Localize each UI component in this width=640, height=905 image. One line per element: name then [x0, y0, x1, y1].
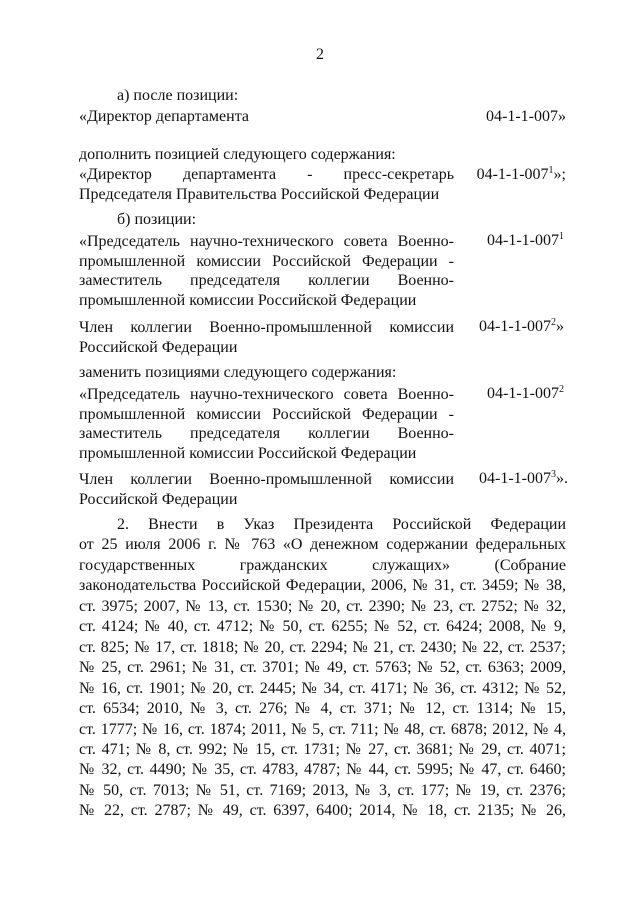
paragraph-line: ст. 3975; 2007, № 13, ст. 1530; № 20, ст. 2390; № 23, ст. 2752; № 32, — [79, 597, 566, 615]
page-number: 2 — [316, 46, 324, 63]
replace-intro: заменить позициями следующего содержания: — [79, 364, 397, 381]
position-name: «Председатель научно-технического совета Военно-промышленной комиссии Российской Федерации - заместитель председателя коллегии Военно-промышленной комиссии Российской Федерации — [79, 233, 454, 309]
paragraph-line: ст. 6534; 2010, № 3, ст. 276; № 4, ст. 371; № 12, ст. 1314; № 15, — [79, 700, 566, 718]
new-position-line-1 — [79, 166, 566, 184]
code-tail: »; — [553, 166, 566, 183]
position-name: «Директор департамента — [79, 108, 249, 125]
code-tail: » — [555, 318, 564, 335]
item-a-label: а) после позиции: — [117, 87, 239, 104]
code-superscript: 2 — [550, 317, 556, 328]
paragraph-line: № 25, ст. 2961; № 31, ст. 3701; № 49, ст. 5763; № 52, ст. 6363; 2009, — [79, 659, 566, 677]
code-superscript: 1 — [558, 231, 564, 242]
paragraph-line: 2. Внести в Указ Президента Российской Федерации — [117, 516, 566, 533]
position-code — [487, 232, 564, 250]
paragraph-line: № 32, ст. 4490; № 35, ст. 4783, 4787; № 44, ст. 5995; № 47, ст. 6460; — [79, 761, 566, 779]
paragraph-line: ст. 4124; № 40, ст. 4712; № 50, ст. 6255; № 52, ст. 6424; 2008, № 9, — [79, 618, 566, 636]
paragraph-line: ст. 1777; № 16, ст. 1874; 2011, № 5, ст. 711; № 48, ст. 6878; 2012, № 4, — [79, 720, 566, 738]
supplement-intro: дополнить позицией следующего содержания: — [79, 146, 396, 163]
code-superscript: 3 — [550, 469, 556, 480]
code-text: 04-1-1-007 — [479, 318, 551, 335]
position-name: Член коллегии Военно-промышленной комиссии Российской Федерации — [79, 319, 454, 356]
position-name: Член коллегии Военно-промышленной комиссии Российской Федерации — [79, 471, 454, 508]
paragraph-line: ст. 471; № 8, ст. 992; № 15, ст. 1731; № 27, ст. 3681; № 29, ст. 4071; — [79, 740, 566, 758]
position-name: «Председатель научно-технического совета Военно-промышленной комиссии Российской Федерации - заместитель председателя коллегии Военно-промышленной комиссии Российской Федерации — [79, 386, 454, 462]
new-position-name-line-2: Председателя Правительства Российской Федерации — [79, 186, 440, 203]
code-text: 04-1-1-007 — [476, 166, 549, 183]
code-text: 04-1-1-007 — [479, 470, 551, 487]
paragraph-line: № 16, ст. 1901; № 20, ст. 2445; № 34, ст. 4171; № 36, ст. 4312; № 52, — [79, 679, 566, 697]
new-position-code — [477, 166, 566, 184]
code-tail: ». — [555, 470, 568, 487]
position-director — [79, 108, 566, 126]
new-position-name-line-1: «Директор департамента - пресс-секретарь — [79, 166, 454, 183]
paragraph-line: законодательства Российской Федерации, 2006, № 31, ст. 3459; № 38, — [79, 577, 566, 595]
position-code — [487, 385, 564, 403]
position-code — [479, 318, 564, 336]
code-text: 04-1-1-007 — [487, 385, 559, 402]
paragraph-line: от 25 июля 2006 г. № 763 «О денежном содержании федеральных — [79, 536, 566, 554]
paragraph-line: государственных гражданских служащих» (Собрание — [79, 556, 566, 574]
paragraph-line: № 22, ст. 2787; № 49, ст. 6397, 6400; 2014, № 18, ст. 2135; № 26, — [79, 802, 566, 820]
paragraph-line: ст. 825; № 17, ст. 1818; № 20, ст. 2294; № 21, ст. 2430; № 22, ст. 2537; — [79, 638, 566, 656]
paragraph-line: № 50, ст. 7013; № 51, ст. 7169; 2013, № 3, ст. 177; № 19, ст. 2376; — [79, 781, 566, 799]
item-b-label: б) позиции: — [117, 211, 197, 228]
position-code: 04-1-1-007» — [486, 108, 566, 125]
code-superscript: 2 — [558, 384, 564, 395]
code-superscript: 1 — [548, 165, 554, 176]
code-text: 04-1-1-007 — [487, 232, 559, 249]
position-code — [479, 470, 568, 488]
